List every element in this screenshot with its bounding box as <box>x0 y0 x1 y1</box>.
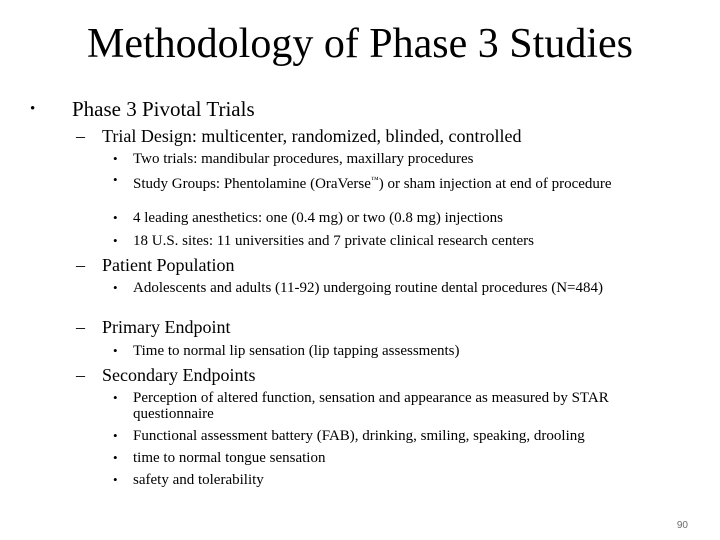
list-item-text: Adolescents and adults (11-92) undergoing routine dental procedures (N=484) <box>133 280 604 296</box>
dash-marker: – <box>76 317 85 337</box>
subbullet-trial-design <box>76 125 522 147</box>
list-item-text <box>133 172 693 192</box>
bullet-marker: • <box>113 428 118 443</box>
bullet-marker: • <box>113 172 118 187</box>
page-number: 90 <box>676 520 688 531</box>
trademark-symbol: ™ <box>370 175 379 184</box>
list-item-text: Perception of altered function, sensation and appearance as measured by STAR questionnaire <box>133 390 609 422</box>
list-item-text: Two trials: mandibular procedures, maxillary procedures <box>133 151 474 167</box>
list-item-text-part: Study Groups: Phentolamine (OraVerse <box>133 176 371 192</box>
bullet-marker: • <box>113 343 118 358</box>
subbullet-text: Secondary Endpoints <box>102 365 256 385</box>
bullet-marker: • <box>113 280 118 295</box>
bullet-marker: • <box>113 450 118 465</box>
subbullet-text: Trial Design: multicenter, randomized, blinded, controlled <box>102 126 522 146</box>
list-item-text-part: ) or sham injection at end of procedure <box>378 176 612 192</box>
subbullet-secondary-endpoints <box>76 364 255 386</box>
dash-marker: – <box>76 365 85 385</box>
bullet-marker: • <box>113 210 118 225</box>
bullet-marker: • <box>113 472 118 487</box>
bullet-text: Phase 3 Pivotal Trials <box>72 97 255 121</box>
subbullet-primary-endpoint <box>76 316 231 338</box>
subbullet-text: Primary Endpoint <box>102 317 231 337</box>
bullet-marker: • <box>113 151 118 166</box>
dash-marker: – <box>76 126 85 146</box>
bullet-marker: • <box>30 101 36 117</box>
subbullet-patient-population <box>76 254 235 276</box>
list-item-text: Time to normal lip sensation (lip tapping assessments) <box>133 343 460 359</box>
bullet-marker: • <box>113 233 118 248</box>
subbullet-text: Patient Population <box>102 255 235 275</box>
list-item-text: time to normal tongue sensation <box>133 450 326 466</box>
list-item-text: 4 leading anesthetics: one (0.4 mg) or two (0.8 mg) injections <box>133 210 503 226</box>
list-item-text: safety and tolerability <box>133 472 264 488</box>
dash-marker: – <box>76 255 85 275</box>
list-item-text: 18 U.S. sites: 11 universities and 7 private clinical research centers <box>133 233 534 249</box>
list-item-text: Functional assessment battery (FAB), drinking, smiling, speaking, drooling <box>133 428 585 444</box>
bullet-marker: • <box>113 390 118 405</box>
slide-title: Methodology of Phase 3 Studies <box>87 21 633 67</box>
